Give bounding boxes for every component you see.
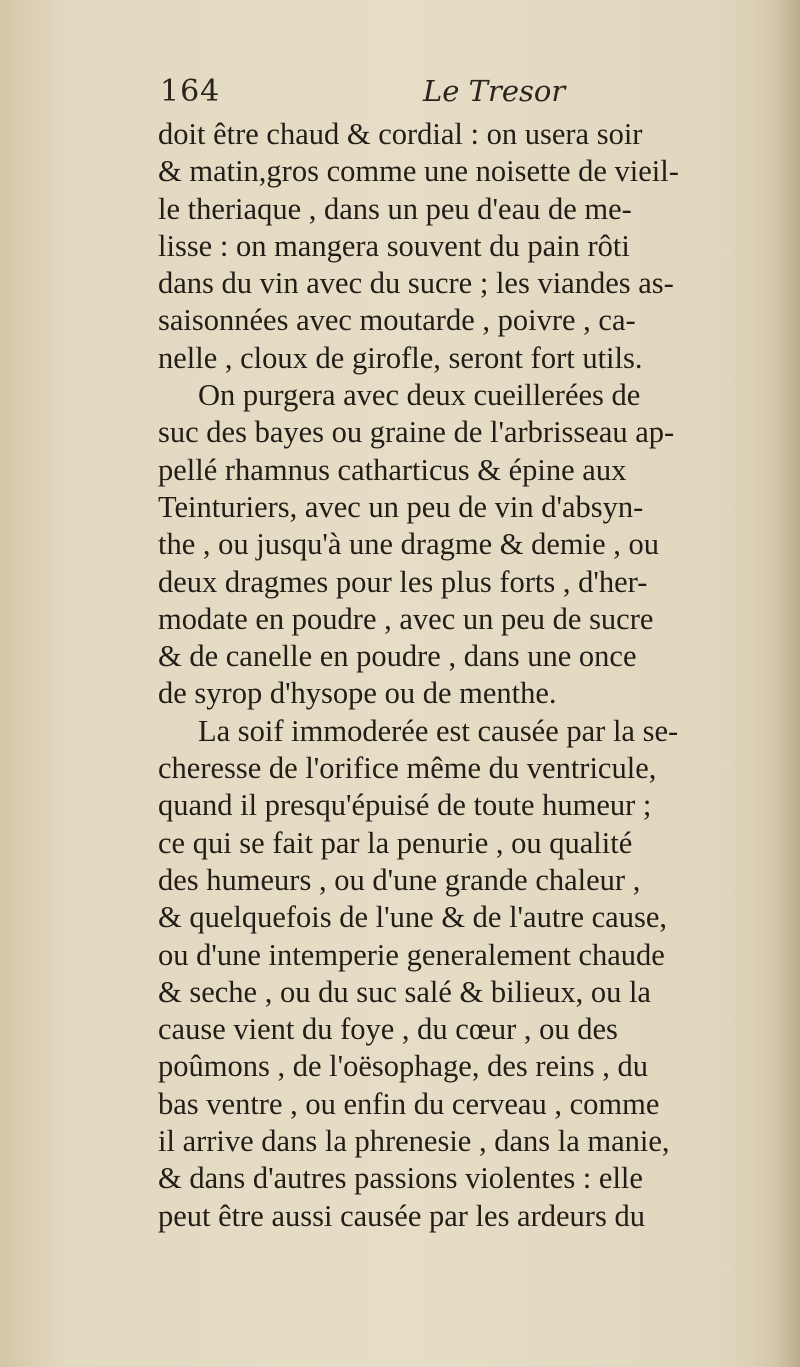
text-line: saisonnées avec moutarde , poivre , ca- bbox=[158, 303, 636, 338]
page-number: 164 bbox=[160, 74, 221, 109]
text-line: quand il presqu'épuisé de toute humeur ; bbox=[158, 788, 652, 823]
text-line: suc des bayes ou graine de l'arbrisseau ap- bbox=[158, 415, 675, 450]
text-line: nelle , cloux de girofle, seront fort utils. bbox=[158, 340, 643, 375]
text-line: lisse : on mangera souvent du pain rôti bbox=[158, 228, 630, 263]
text-line: doit être chaud & cordial : on usera soir bbox=[158, 117, 643, 151]
text-line: & matin,gros comme une noisette de vieil- bbox=[158, 154, 679, 189]
body-text bbox=[158, 116, 768, 1235]
text-line: cheresse de l'orifice même du ventricule, bbox=[158, 751, 657, 786]
text-line: ou d'une intemperie generalement chaude bbox=[158, 937, 665, 972]
text-line: dans du vin avec du sucre ; les viandes as- bbox=[158, 266, 674, 301]
text-line: des humeurs , ou d'une grande chaleur , bbox=[158, 862, 641, 897]
paragraph-start-line: La soif immoderée est causée par la se- bbox=[198, 713, 679, 748]
text-line: & dans d'autres passions violentes : elle bbox=[158, 1161, 643, 1196]
text-line: Teinturiers, avec un peu de vin d'absyn- bbox=[158, 489, 644, 524]
text-line: ce qui se fait par la penurie , ou qualité bbox=[158, 825, 633, 860]
text-line: peut être aussi causée par les ardeurs du bbox=[158, 1198, 645, 1233]
page-header bbox=[160, 74, 760, 118]
text-line: modate en poudre , avec un peu de sucre bbox=[158, 601, 654, 636]
text-line: le theriaque , dans un peu d'eau de me- bbox=[158, 191, 632, 226]
text-line: bas ventre , ou enfin du cerveau , comme bbox=[158, 1086, 660, 1121]
text-line: pellé rhamnus catharticus & épine aux bbox=[158, 452, 627, 487]
running-head: Le Tresor bbox=[423, 74, 566, 108]
text-line: the , ou jusqu'à une dragme & demie , ou bbox=[158, 527, 660, 562]
text-line: poûmons , de l'oësophage, des reins , du bbox=[158, 1049, 649, 1084]
text-line: il arrive dans la phrenesie , dans la manie, bbox=[158, 1124, 670, 1159]
text-line: & seche , ou du suc salé & bilieux, ou la bbox=[158, 974, 651, 1009]
paragraph-start-line: On purgera avec deux cueillerées de bbox=[198, 378, 641, 413]
text-line: cause vient du foye , du cœur , ou des bbox=[158, 1012, 618, 1047]
text-line: & quelquefois de l'une & de l'autre cause, bbox=[158, 900, 667, 935]
text-line: de syrop d'hysope ou de menthe. bbox=[158, 676, 557, 711]
text-line: & de canelle en poudre , dans une once bbox=[158, 639, 637, 674]
text-line: deux dragmes pour les plus forts , d'her- bbox=[158, 564, 648, 599]
